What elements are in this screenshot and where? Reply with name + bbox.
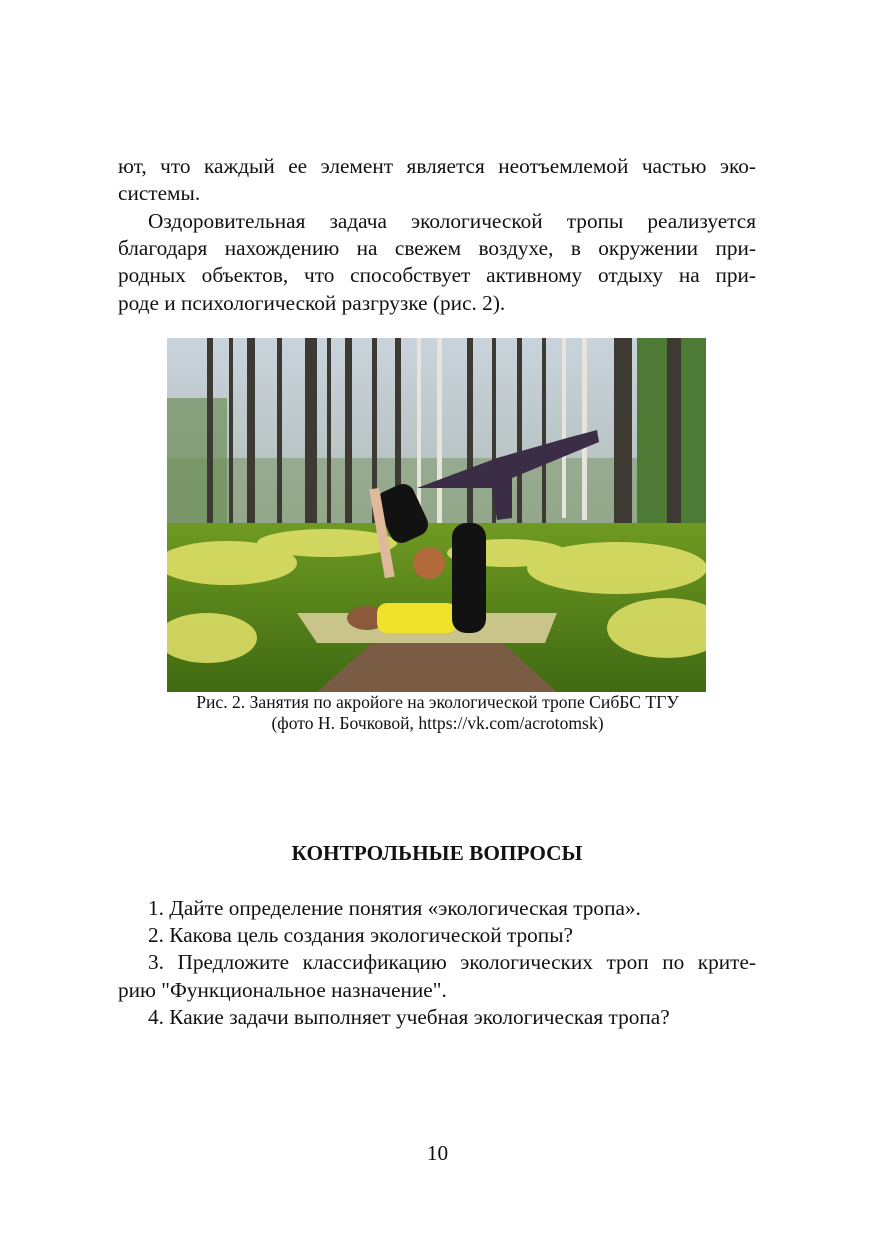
paragraph-health-task bbox=[118, 208, 756, 317]
section-heading: КОНТРОЛЬНЫЕ ВОПРОСЫ bbox=[291, 841, 583, 865]
figure-caption bbox=[150, 692, 725, 734]
question-item-continuation: рию "Функциональное назначение". bbox=[118, 977, 447, 1002]
paragraph-ecosystem bbox=[118, 153, 756, 207]
paragraph-line: системы. bbox=[118, 181, 201, 206]
acroyoga-photo bbox=[167, 338, 706, 692]
paragraph-line: ют, что каждый ее элемент является неотъемлемой частью эко- bbox=[118, 154, 756, 178]
page-number: 10 bbox=[426, 1141, 449, 1165]
questions-list bbox=[118, 895, 756, 1031]
caption-line: Рис. 2. Занятия по акройоге на экологической тропе СибБС ТГУ bbox=[196, 692, 679, 712]
paragraph-line: родных объектов, что способствует активному отдыху на при- bbox=[118, 263, 756, 288]
paragraph-line: роде и психологической разгрузке (рис. 2). bbox=[118, 290, 506, 315]
question-item: 2. Какова цель создания экологической тропы? bbox=[148, 923, 573, 948]
paragraph-line: благодаря нахождению на свежем воздухе, в окружении при- bbox=[118, 236, 756, 261]
question-item: 3. Предложите классификацию экологических троп по крите- bbox=[148, 950, 756, 975]
question-item: 4. Какие задачи выполняет учебная экологическая тропа? bbox=[148, 1004, 670, 1029]
caption-line: (фото Н. Бочковой, https://vk.com/acrotomsk) bbox=[271, 713, 604, 733]
paragraph-line: Оздоровительная задача экологической тропы реализуется bbox=[148, 209, 756, 233]
question-item: 1. Дайте определение понятия «экологическая тропа». bbox=[148, 896, 641, 920]
